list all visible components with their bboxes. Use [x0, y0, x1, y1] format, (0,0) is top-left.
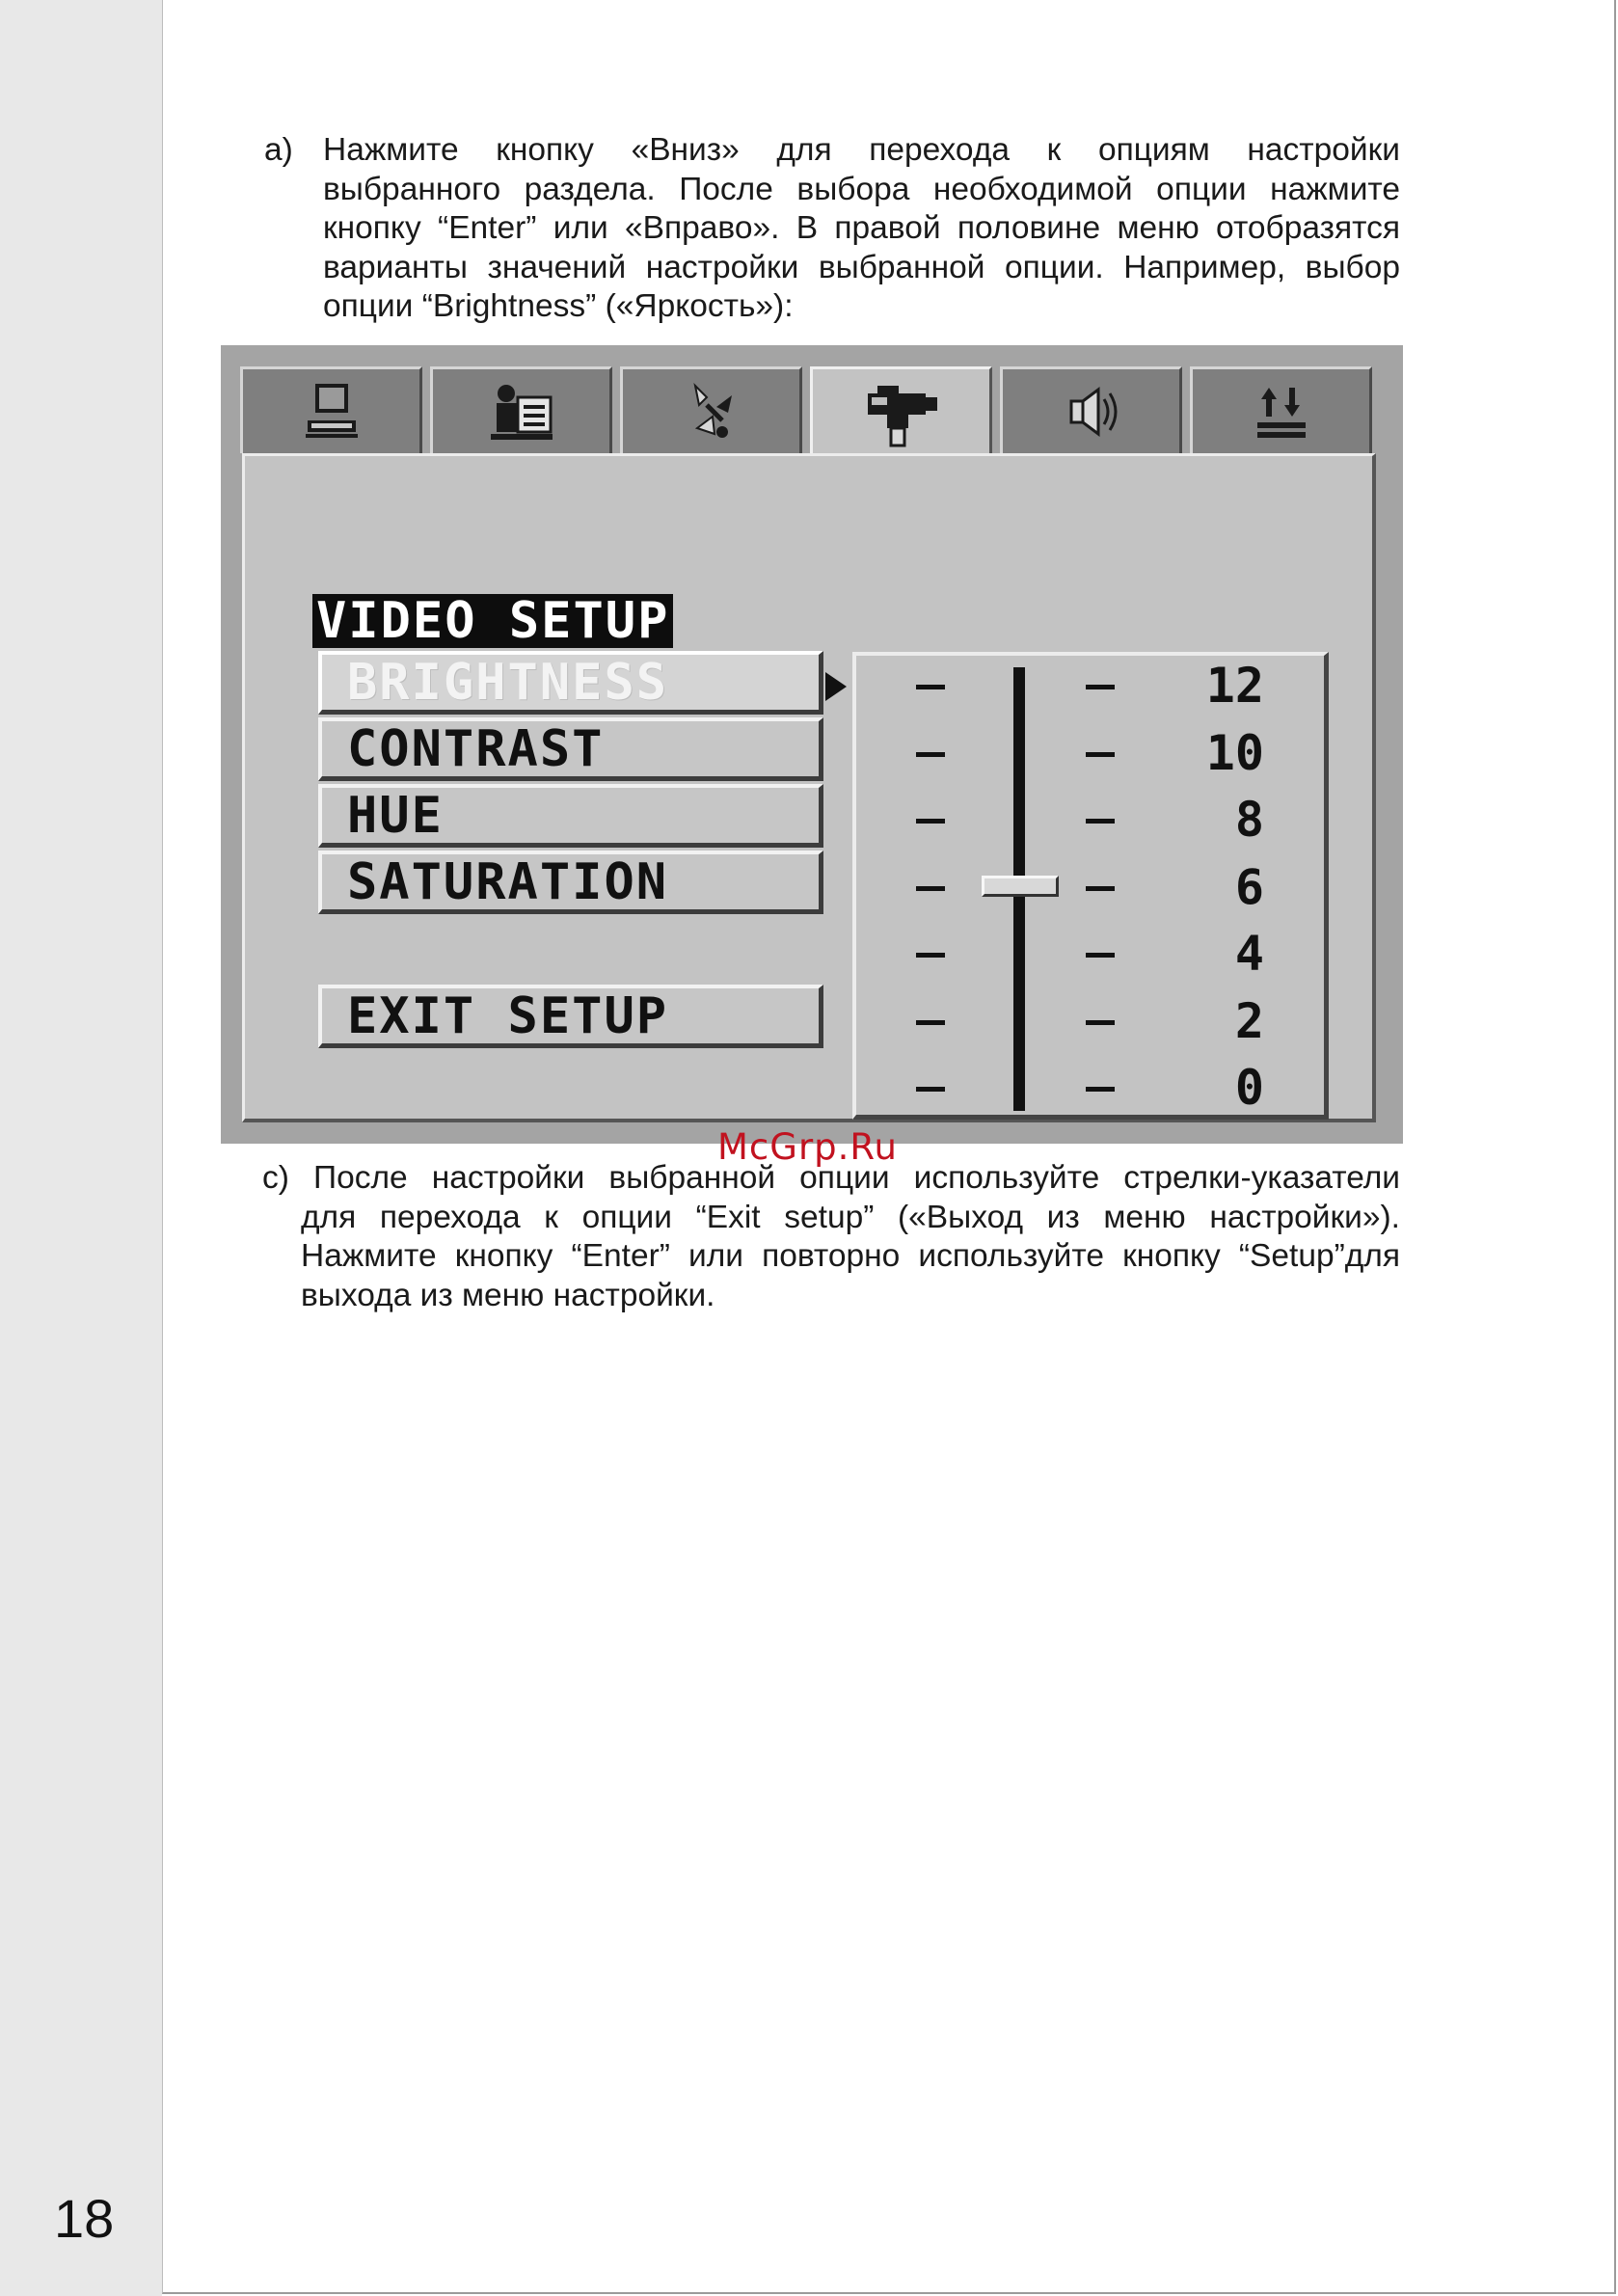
sort-arrows-icon — [1248, 378, 1315, 446]
slider-scale-label: 2 — [1234, 992, 1264, 1049]
slider-tick-left — [916, 685, 945, 689]
tab-general[interactable] — [240, 366, 422, 453]
tab-language[interactable] — [430, 366, 612, 453]
paragraph-a-line: выбранного раздела. После выбора необходимой опции нажмите — [323, 171, 1400, 207]
watermark: McGrp.Ru — [717, 1126, 898, 1168]
menu-item-hue[interactable] — [318, 784, 823, 848]
slider-tick-right — [1086, 1087, 1115, 1092]
menu-item-brightness[interactable] — [318, 651, 823, 715]
paragraph-a-line: опции “Brightness” («Яркость»): — [323, 288, 794, 324]
selection-pointer-icon — [825, 672, 847, 701]
paragraph-a-line: варианты значений настройки выбранной опции. Например, выбор — [323, 249, 1400, 285]
computer-icon — [298, 378, 365, 446]
slider-scale-label: 4 — [1234, 926, 1264, 982]
slider-tick-left — [916, 1020, 945, 1025]
paragraph-c-marker: c) — [262, 1160, 289, 1196]
page-number: 18 — [54, 2188, 115, 2249]
menu-item-exit-setup[interactable] — [318, 985, 823, 1048]
slider-tick-left — [916, 752, 945, 757]
paragraph-a-line: Нажмите кнопку «Вниз» для перехода к опциям настройки — [323, 132, 1400, 168]
slider-thumb[interactable] — [982, 876, 1059, 897]
video-camera-icon — [858, 376, 945, 453]
language-person-icon — [483, 378, 560, 446]
audio-speaker-settings-icon — [678, 378, 745, 446]
tab-preferences[interactable] — [1190, 366, 1372, 453]
brightness-slider[interactable] — [852, 652, 1329, 1120]
paragraph-c-line: После настройки выбранной опции используйте стрелки-указатели — [313, 1160, 1401, 1196]
tab-audio[interactable] — [620, 366, 802, 453]
slider-scale-label: 10 — [1205, 724, 1264, 781]
slider-tick-left — [916, 886, 945, 891]
slider-tick-left — [916, 1087, 945, 1092]
slider-tick-right — [1086, 685, 1115, 689]
menu-item-label: HUE — [347, 787, 444, 845]
paragraph-a-marker: а) — [264, 132, 293, 168]
slider-tick-right — [1086, 819, 1115, 824]
paragraph-a-line: кнопку “Enter” или «Вправо». В правой половине меню отобразятся — [323, 210, 1400, 246]
slider-tick-left — [916, 953, 945, 958]
slider-tick-right — [1086, 886, 1115, 891]
osd-screenshot — [221, 345, 1403, 1144]
paragraph-c-line: Нажмите кнопку “Enter” или повторно используйте кнопку “Setup”для — [301, 1238, 1400, 1274]
menu-item-contrast[interactable] — [318, 717, 823, 781]
menu-item-label: CONTRAST — [347, 720, 605, 778]
slider-scale-label: 6 — [1234, 858, 1264, 915]
slider-scale-label: 8 — [1234, 792, 1264, 848]
tab-speaker[interactable] — [1000, 366, 1182, 453]
slider-tick-left — [916, 819, 945, 824]
menu-item-label: SATURATION — [347, 853, 669, 911]
tab-video[interactable] — [810, 366, 992, 459]
osd-panel — [242, 453, 1376, 1122]
slider-tick-right — [1086, 1020, 1115, 1025]
paragraph-c-line: для перехода к опции “Exit setup” («Выход из меню настройки»). — [301, 1199, 1400, 1235]
section-title: VIDEO SETUP — [312, 594, 673, 648]
slider-scale-label: 0 — [1234, 1060, 1264, 1116]
menu-item-label: BRIGHTNESS — [347, 654, 669, 712]
speaker-volume-icon — [1058, 378, 1125, 446]
menu-item-saturation[interactable] — [318, 851, 823, 914]
paragraph-c-line: выхода из меню настройки. — [301, 1277, 715, 1313]
paragraph-c-first-line — [262, 1159, 1400, 1199]
slider-scale-label: 12 — [1205, 658, 1264, 714]
paragraph-a — [264, 131, 1400, 327]
page-margin-strip — [0, 0, 162, 2296]
slider-tick-right — [1086, 953, 1115, 958]
menu-item-label: EXIT SETUP — [347, 987, 669, 1045]
paragraph-c — [262, 1159, 1400, 1315]
slider-tick-right — [1086, 752, 1115, 757]
